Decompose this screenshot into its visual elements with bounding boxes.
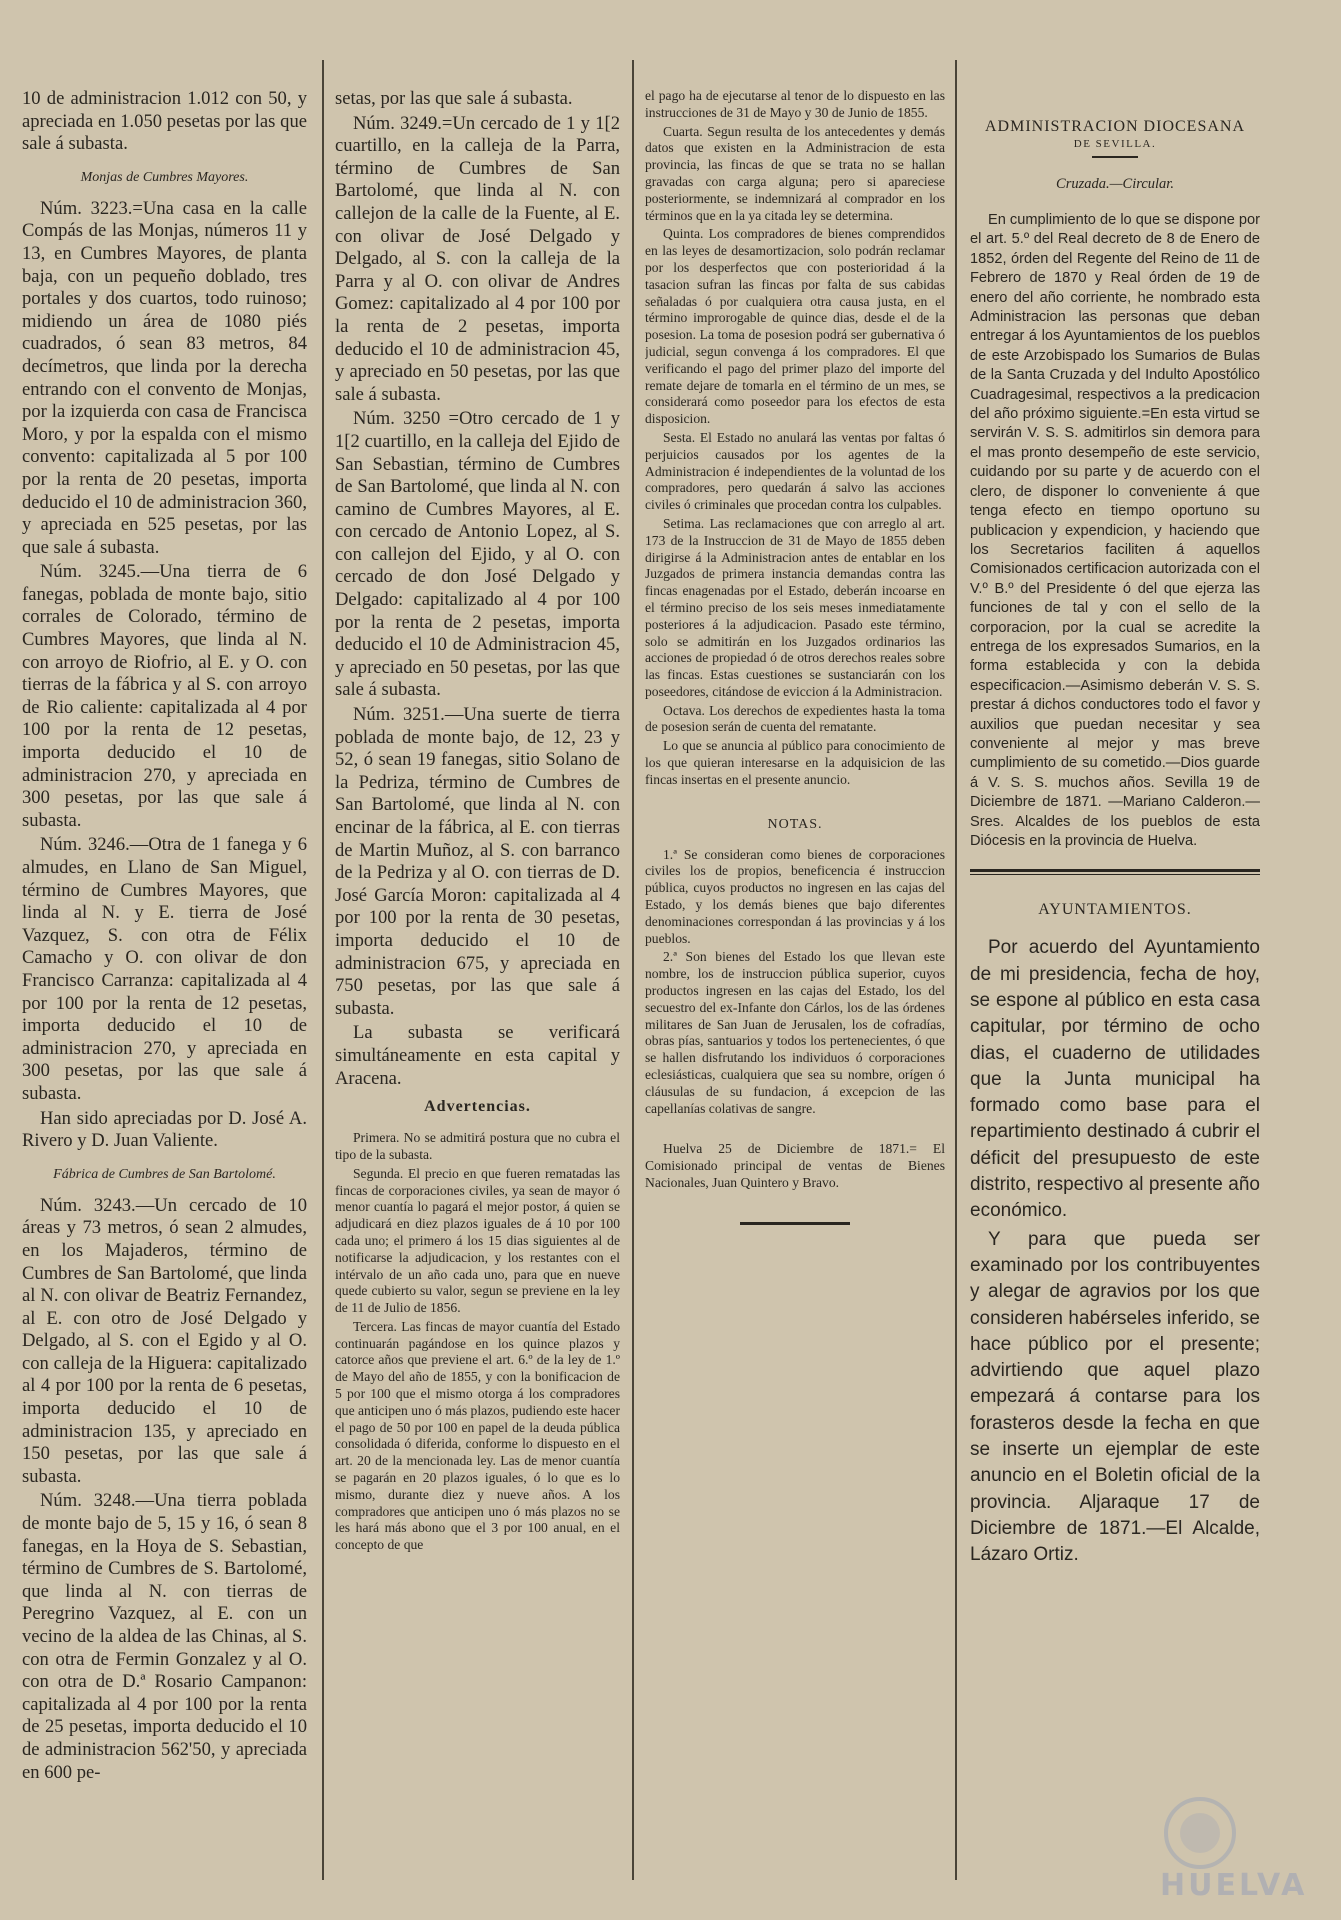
lot-3243: Núm. 3243.—Un cercado de 10 áreas y 73 metros, ó sean 2 almudes, en los Majaderos, término de Cumbres de San Bartolomé, que linda al N. con olivar de Beatriz Fernandez, al E. con otro de José Delgado y Delgado, al S. con el Egido y al O. con calleja de la Higuera: capitalizado al 4 por 100 por la renta de 6 pesetas, importa deducido el 10 de administracion 135, y apreciado en 150 pesetas, por las que sale á subasta. xyxy=(22,1194,307,1487)
column-2 xyxy=(335,88,620,1556)
lot-3248: Núm. 3248.—Una tierra poblada de monte bajo de 5, 15 y 16, ó sean 8 fanegas, en la Hoya de S. Sebastian, término de Cumbres de S. Bartolomé, que linda al N. con tierras de Peregrino Vazquez, al E. con un vecino de la aldea de las Chinas, al S. con otra de Fermin Gonzalez y al O. con otra de D.ª Rosario Campanon: capitalizada al 4 por 100 por la renta de 25 pesetas, importa deducido el 10 de administracion 562'50, y apreciada en 600 pe- xyxy=(22,1490,307,1783)
lot-3245: Núm. 3245.—Una tierra de 6 fanegas, poblada de monte bajo, sitio corrales de Colorado, término de Cumbres Mayores, que linda al N. con arroyo de Riofrio, al E. y O. con tierras de la fábrica y al S. con arroyo de Rio caliente: capitalizada al 4 por 100 por la renta de 12 pesetas, importa deducido el 10 de administracion 270, y apreciada en 300 pesetas, por las que sale á subasta. xyxy=(22,561,307,831)
column-rule xyxy=(322,60,324,1880)
column-rule xyxy=(955,60,957,1880)
notas-heading: NOTAS. xyxy=(767,816,823,832)
lot-3250: Núm. 3250 =Otro cercado de 1 y 1[2 cuartillo, en la calleja del Ejido de San Sebastian, término de Cumbres de San Bartolomé, que linda al N. con camino de Cumbres Mayores, al E. con cercado de Antonio Lopez, al S. con callejon del Ejido, y al O. con cercado de don José Delgado y Delgado: capitalizado al 4 por 100 por la renta de 2 pesetas, importa deducido el 10 de Administracion 45, y apreciado en 50 pesetas, por las que sale á subasta. xyxy=(335,408,620,701)
administracion-subheading: DE SEVILLA. xyxy=(1073,138,1157,150)
watermark-text: HUELVA xyxy=(1160,1868,1308,1903)
column-4 xyxy=(970,88,1260,1571)
ayuntamiento-notice-1: Por acuerdo del Ayuntamiento de mi presidencia, fecha de hoy, se espone al público en esta casa capitular, por término de ocho dias, el cuaderno de utilidades que la Junta municipal ha formado como base para el repartimiento destinado á cubrir el déficit del presupuesto de este distrito, respectivo al presente año económico. xyxy=(970,937,1260,1222)
advertencia-tercera: Tercera. Las fincas de mayor cuantía del Estado continuarán pagándose en los quince plazos y catorce años que previene el art. 6.º de la ley de 1.º de Mayo del año de 1855, y con la bonificacion de 5 por 100 que el mismo otorga á los compradores que anticipen uno ó más plazos, pudiendo este hacer el pago de 50 por 100 en papel de la deuda pública consolidada ó diferida, conforme lo dispuesto en el art. 20 de la mencionada ley. Las de menor cuantía se pagarán en 20 plazos iguales, ó lo que es lo mismo, durante diez y nueve años. A los compradores que anticipen uno ó más plazos no se les hará más abono que el 3 por 100 anual, en el concepto de que xyxy=(335,1318,620,1553)
heading-dash xyxy=(1092,156,1138,158)
lot-3251: Núm. 3251.—Una suerte de tierra poblada de monte bajo, de 12, 23 y 52, ó sean 19 fanegas, sitio Solano de la Pedriza, término de Cumbres de San Bartolomé, que linda al N. con encinar de la fábrica, al E. con tierras de Martin Muñoz, al S. con barranco de la Pedriza y al O. con tierras de D. José García Moron: capitalizada al 4 por 100 por la renta de 30 pesetas, importa deducido el 10 de administracion 675, y apreciada en 750 pesetas, por las que sale á subasta. xyxy=(335,704,620,1019)
paragraph-continuation: el pago ha de ejecutarse al tenor de lo dispuesto en las instrucciones de 31 de Mayo y 30 de Junio de 1855. xyxy=(645,88,945,120)
column-1 xyxy=(22,88,307,1786)
paragraph-continuation: 10 de administracion 1.012 con 50, y apreciada en 1.050 pesetas por las que sale á subasta. xyxy=(22,88,307,155)
lot-3249: Núm. 3249.=Un cercado de 1 y 1[2 cuartillo, en la calleja de la Parra, término de Cumbres de San Bartolomé, que linda al N. con callejon de la calle de la Fuente, al E. con olivar de José Delgado y Delgado, al S. con la calleja de la Parra y al O. con olivar de Andres Gomez: capitalizado al 4 por 100 por la renta de 2 pesetas, importa deducido el 10 de administracion 45, y apreciado en 50 pesetas, por las que sale á subasta. xyxy=(335,112,620,405)
administracion-heading: ADMINISTRACION DIOCESANA xyxy=(985,118,1245,135)
lot-3246: Núm. 3246.—Otra de 1 fanega y 6 almudes, en Llano de San Miguel, término de Cumbres Mayores, que linda al N. y E. tierra de José Vazquez, S. con otra de Félix Camacho y O. con olivar de don Francisco Carranza: capitalizada al 4 por 100 por la renta de 12 pesetas, importa deducido el 10 de administracion 270, y apreciada en 300 pesetas, por las que sale á subasta. xyxy=(22,834,307,1104)
advertencias-heading: Advertencias. xyxy=(424,1098,531,1116)
announcement-closing: Lo que se anuncia al público para conocimiento de los que quieran interesarse en la adquisicion de las fincas insertas en el presente anuncio. xyxy=(645,738,945,787)
nota-1: 1.ª Se consideran como bienes de corporaciones civiles los de propios, beneficencia é instruccion pública, cuyos productos no ingresen en las cajas del Estado, y los demás bienes que bajo diferentes denominaciones correspondan á las provincias y á los pueblos. xyxy=(645,846,945,946)
advertencia-sesta: Sesta. El Estado no anulará las ventas por faltas ó perjuicios causados por los agentes de la Administracion é independientes de la voluntad de los compradores, pero quedarán á salvo las acciones civiles ó criminales que procedan contra los culpables. xyxy=(645,429,945,513)
ayuntamientos-heading: AYUNTAMIENTOS. xyxy=(1038,901,1192,919)
ayuntamiento-notice-2: Y para que pueda ser examinado por los contribuyentes y alegar de agravios por los que consideren habérseles inferido, se hace público por el presente; advirtiendo que aquel plazo empezará á contarse para los forasteros desde la fecha en que se inserte un ejemplar de este anuncio en el Boletin oficial de la provincia. Aljaraque 17 de Diciembre de 1871.—El Alcalde, Lázaro Ortiz. xyxy=(970,1228,1260,1566)
section-heading-monjas: Monjas de Cumbres Mayores. xyxy=(80,169,249,185)
advertencia-segunda: Segunda. El precio en que fueren rematadas las fincas de corporaciones civiles, ya sean de mayor ó menor cuantía lo pagará el mejor postor, á quien se adjudicará en diez plazos iguales de á 10 por 100 cada uno; el primero á los 15 dias siguientes al de notificarse la adjudicacion, y los restantes con el intérvalo de un año cada uno, para que en nueve quede cubierto su valor, segun se previene en la ley de 11 de Julio de 1856. xyxy=(335,1165,620,1316)
advertencia-primera: Primera. No se admitirá postura que no cubra el tipo de la subasta. xyxy=(335,1130,620,1162)
section-divider xyxy=(970,869,1260,875)
column-rule xyxy=(632,60,634,1880)
advertencia-octava: Octava. Los derechos de expedientes hasta la toma de posesion serán de cuenta del rematante. xyxy=(645,702,945,735)
column-3 xyxy=(645,88,945,1225)
lot-3223: Núm. 3223.=Una casa en la calle Compás de las Monjas, números 11 y 13, en Cumbres Mayores, de planta baja, con un pequeño doblado, tres portales y dos cuartos, todo ruinoso; midiendo un área de 1080 piés cuadrados, ó sean 83 metros, 84 decímetros, que linda por la derecha entrando con el convento de Monjas, por la izquierda con casa de Francisca Moro, y por la espalda con el mismo convento: capitalizada al 5 por 100 por la renta de 20 pesetas, importa deducido el 10 de administracion 360, y apreciada en 525 pesetas, por las que sale á subasta. xyxy=(22,197,307,558)
circular-heading: Cruzada.—Circular. xyxy=(1056,176,1174,192)
advertencia-cuarta: Cuarta. Segun resulta de los antecedentes y demás datos que existen en la Administracion de esta provincia, las fincas de que se trata no se hallan gravadas con carga alguna; pero si apareciese posteriormente, se indemnizará al comprador en los términos que en la ya citada ley se determina. xyxy=(645,123,945,223)
end-rule xyxy=(740,1222,850,1225)
section-heading-fabrica: Fábrica de Cumbres de San Bartolomé. xyxy=(53,1166,276,1182)
auction-location: La subasta se verificará simultáneamente en esta capital y Aracena. xyxy=(335,1022,620,1089)
signature-comisionado: Huelva 25 de Diciembre de 1871.= El Comisionado principal de ventas de Bienes Nacionales, Juan Quintero y Bravo. xyxy=(645,1141,945,1191)
nota-2: 2.ª Son bienes del Estado los que llevan este nombre, los de instruccion pública superior, cuyos productos ingresen en las cajas del Estado, los del secuestro del ex-Infante don Cárlos, los de las órdenes militares de San Juan de Jerusalen, los de cofradías, obras pías, santuarios y todos los pertenecientes, ó que se hallen disfrutando los individuos ó corporaciones eclesiásticas, cualquiera que sea su nombre, orígen ó cláusulas de su fundacion, á excepcion de las capellanías colativas de sangre. xyxy=(645,949,945,1116)
paragraph-continuation: setas, por las que sale á subasta. xyxy=(335,88,573,109)
appraisers-note: Han sido apreciadas por D. José A. Rivero y D. Juan Valiente. xyxy=(22,1107,307,1152)
circular-text: En cumplimiento de lo que se dispone por el art. 5.º del Real decreto de 8 de Enero de 1852, órden del Regente del Reino de 11 de Febrero de 1870 y Real órden de 19 de enero del año corriente, he nombrado esta Administracion las personas que deban entregar á los Ayuntamientos de los pueblos de este Arzobispado los Sumarios de Bulas de la Santa Cruzada y del Indulto Apostólico Cuadragesimal, respectivos a la predicacion del año próximo siguiente.=En esta virtud se servirán V. S. S. admitirlos sin demora para el mas pronto desempeño de este servicio, cuidando por su parte y de acuerdo con el clero, de disponer lo conveniente á que tenga efecto en tiempo oportuno su publicacion y expendicion, y haciendo que los Secretarios faciliten á aquellos Comisionados certificacion autorizada con el V.º B.º del Presidente ó del que ejerza las funciones de tal y con el sello de la corporacion, por la cual se acredite la entrega de los expresados Sumarios, en la forma establecida y con la debida especificacion.—Asimismo deberán V. S. S. prestar á dichos conductores todo el favor y auxilios que puedan necesitar y sea conveniente al mejor y mas breve cumplimiento de su cometido.—Dios guarde á V. S. S. muchos años. Sevilla 19 de Diciembre de 1871. —Mariano Calderon.—Sres. Alcaldes de los pueblos de esta Diócesis en la provincia de Huelva. xyxy=(970,212,1260,849)
advertencia-quinta: Quinta. Los compradores de bienes comprendidos en las leyes de desamortizacion, solo podrán reclamar por los desperfectos que con posterioridad á la tasacion sufran las fincas por falta de sus cabidas señaladas ó por cualquiera otra causa justa, en el término improrogable de quince dias, desde el de la posesion. La toma de posesion podrá ser gubernativa ó judicial, segun convenga á los compradores. El que verificando el pago del primer plazo del importe del remate dejare de tomarla en el término de un mes, se considerará como poseedor para los efectos de esta disposicion. xyxy=(645,226,945,427)
advertencia-setima: Setima. Las reclamaciones que con arreglo al art. 173 de la Instruccion de 31 de Mayo de 1855 deben dirigirse á la Administracion antes de entablar en los Juzgados de primera instancia demandas contra las fincas enagenadas por el Estado, deberán incoarse en el término preciso de los seis meses inmediatamente posteriores á la adjudicacion. Pasado este término, solo se admitirán en los Juzgados ordinarios las acciones de propiedad ó de otros derechos reales sobre las fincas. Estas cuestiones se sustanciarán con los poseedores, citándose de eviccion á la Administracion. xyxy=(645,515,945,699)
